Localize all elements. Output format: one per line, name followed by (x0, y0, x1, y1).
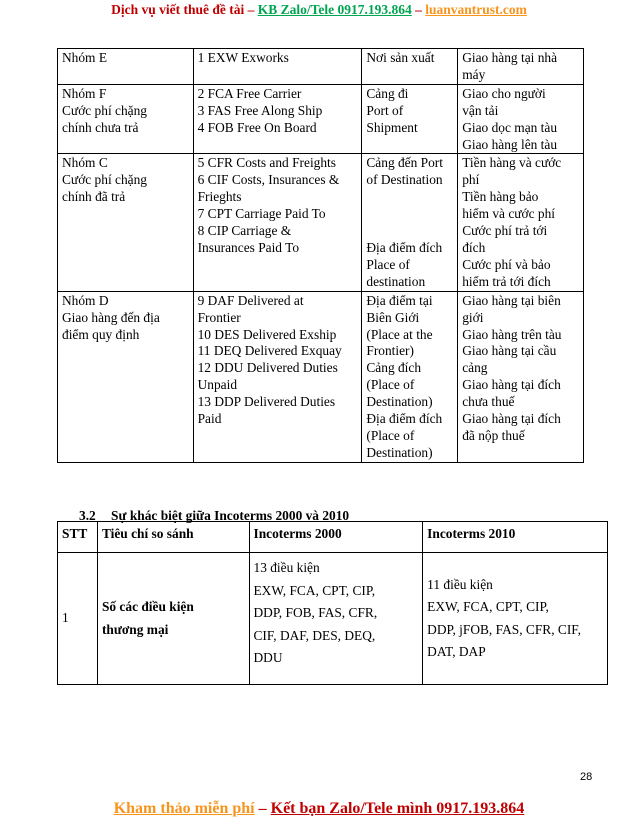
cell-line: (Place of (366, 377, 415, 393)
cell-line: đã nộp thuế (462, 427, 525, 443)
cell-line: hiểm và cước phí (462, 206, 556, 222)
cell-line: Cảng đích (366, 360, 422, 376)
footer-free-ref-link[interactable]: Kham thảo miễn phí (113, 800, 255, 817)
group-cell (58, 84, 194, 154)
cell-line: Giao hàng lên tàu (462, 136, 558, 152)
delivery-cell (458, 154, 584, 291)
header-separator: – (411, 2, 426, 17)
header-website-link[interactable]: luanvantrust.com (425, 2, 527, 17)
cell-line: Nhóm F (62, 85, 107, 101)
cell-line: Destination) (366, 444, 433, 460)
group-cell (58, 154, 194, 291)
cell-line (366, 189, 453, 206)
cell-line: DAT, DAP (427, 644, 486, 659)
cell-line: Cước phí chặng (62, 172, 147, 188)
cell-line: Giao dọc mạn tàu (462, 119, 558, 135)
cell-line: EXW, FCA, CPT, CIP, (427, 599, 549, 614)
header-contact-link[interactable]: KB Zalo/Tele 0917.193.864 (257, 2, 412, 17)
cell-line: (Place at the (366, 326, 433, 342)
page-header-banner (0, 2, 638, 18)
cell-line: Nơi sản xuất (366, 50, 435, 65)
cell-line: Địa điểm đích (366, 239, 443, 255)
cell-stt (58, 553, 98, 685)
cell-line: Port of (366, 102, 404, 118)
cell-line (366, 223, 453, 240)
cell-line: Place of (366, 256, 410, 272)
table-row (58, 49, 584, 85)
table-header-row (58, 522, 608, 553)
cell-line (366, 206, 453, 223)
cell-line: 5 CFR Costs and Freights (197, 155, 336, 171)
cell-line: Cảng đi (366, 85, 409, 101)
cell-line: Tiền hàng bảo (462, 189, 539, 205)
col-header-incoterms-2000: Incoterms 2000 (249, 522, 423, 553)
footer-separator: – (254, 800, 271, 817)
cell-line: chính đã trả (62, 189, 126, 205)
cell-line: hiểm trả tới đích (462, 273, 551, 289)
cell-line: Frieghts (197, 189, 242, 205)
cell-line: 3 FAS Free Along Ship (197, 102, 323, 118)
cell-line: Số các điều kiện (101, 599, 194, 614)
cell-line: 11 điều kiện (427, 576, 493, 592)
cell-line: chính chưa trả (62, 119, 139, 135)
terms-cell (193, 49, 362, 85)
cell-line: DDU (253, 650, 283, 665)
cell-line: Cước phí và bảo (462, 256, 551, 272)
cell-line: cảng (462, 360, 488, 376)
incoterms-comparison-table (57, 521, 608, 685)
cell-line: 1 EXW Exworks (197, 50, 289, 65)
section-number: 3.2 (79, 508, 96, 523)
group-cell (58, 49, 194, 85)
section-title: Sự khác biệt giữa Incoterms 2000 và 2010 (111, 508, 350, 523)
cell-line: Cước phí trả tới (462, 223, 548, 239)
delivery-cell (458, 291, 584, 462)
cell-line: destination (366, 273, 426, 289)
cell-line: điểm quy định (62, 326, 140, 342)
col-header-incoterms-2010: Incoterms 2010 (423, 522, 608, 553)
table-row (58, 84, 584, 154)
header-service-text: Dịch vụ viết thuê đề tài (111, 2, 245, 17)
cell-line: thương mại (101, 621, 169, 637)
terms-cell (193, 154, 362, 291)
delivery-cell (458, 49, 584, 85)
cell-line: DDP, FOB, FAS, CFR, (253, 605, 378, 620)
header-separator: – (244, 2, 258, 17)
cell-line: Shipment (366, 119, 418, 135)
cell-line: chưa thuế (462, 394, 515, 410)
cell-line: Paid (197, 411, 222, 427)
cell-line: Giao cho người (462, 85, 546, 101)
cell-line: Tiền hàng và cước (462, 155, 562, 171)
page-footer-banner (0, 800, 638, 818)
place-cell (362, 84, 458, 154)
col-header-stt: STT (58, 522, 98, 553)
cell-line: 6 CIF Costs, Insurances & (197, 172, 340, 188)
cell-line: 7 CPT Carriage Paid To (197, 206, 326, 222)
place-cell (362, 291, 458, 462)
place-cell (362, 154, 458, 291)
terms-cell (193, 291, 362, 462)
cell-line: Địa điểm tại (366, 292, 433, 308)
col-header-criteria: Tiêu chí so sánh (97, 522, 249, 553)
cell-line: máy (462, 66, 486, 82)
cell-line: DDP, jFOB, FAS, CFR, CIF, (427, 621, 582, 637)
place-cell (362, 49, 458, 85)
cell-line: Địa điểm đích (366, 411, 443, 427)
cell-line: 10 DES Delivered Exship (197, 326, 337, 342)
table-row (58, 154, 584, 291)
cell-line: Insurances Paid To (197, 239, 300, 255)
cell-line: 13 DDP Delivered Duties (197, 394, 336, 410)
cell-line: Frontier (197, 309, 241, 325)
incoterms-groups-table (57, 48, 584, 463)
page-number: 28 (580, 771, 593, 783)
cell-line: giới (462, 309, 484, 325)
terms-cell (193, 84, 362, 154)
cell-line: Nhóm C (62, 155, 108, 171)
cell-line: Giao hàng tại nhà (462, 50, 558, 65)
cell-line: Unpaid (197, 377, 238, 393)
cell-line: Giao hàng tại đích (462, 411, 561, 427)
cell-line: Nhóm E (62, 50, 108, 65)
cell-line: 2 FCA Free Carrier (197, 85, 302, 101)
cell-line: Frontier) (366, 343, 414, 359)
cell-line: Giao hàng tại đích (462, 377, 561, 393)
cell-line: vận tải (462, 102, 499, 118)
cell-line: Giao hàng đến địa (62, 309, 160, 325)
cell-incoterms-2000 (249, 553, 423, 685)
cell-line: 12 DDU Delivered Duties (197, 360, 338, 376)
cell-criteria (97, 553, 249, 685)
cell-line: 11 DEQ Delivered Exquay (197, 343, 342, 359)
cell-line: Destination) (366, 394, 433, 410)
cell-line: CIF, DAF, DES, DEQ, (253, 627, 376, 643)
cell-line: EXW, FCA, CPT, CIP, (253, 582, 376, 598)
table-row (58, 553, 608, 685)
cell-line: 4 FOB Free On Board (197, 119, 317, 135)
cell-line: of Destination (366, 172, 443, 188)
cell-line: Cước phí chặng (62, 102, 147, 118)
cell-line: 9 DAF Delivered at (197, 292, 304, 308)
delivery-cell (458, 84, 584, 154)
cell-line: đích (462, 239, 486, 255)
cell-line: 8 CIP Carriage & (197, 223, 292, 239)
cell-incoterms-2010 (423, 553, 608, 685)
cell-line: Biên Giới (366, 309, 420, 325)
cell-line: Nhóm D (62, 292, 109, 308)
table-row (58, 291, 584, 462)
stt-value: 1 (62, 610, 69, 626)
cell-line: Giao hàng tại biên (462, 292, 561, 308)
cell-line: Giao hàng trên tàu (462, 326, 562, 342)
cell-line: phí (462, 172, 480, 188)
cell-line: Giao hàng tại cầu (462, 343, 557, 359)
cell-line: (Place of (366, 427, 415, 443)
cell-line: Cảng đến Port (366, 155, 443, 171)
footer-contact-link[interactable]: Kết bạn Zalo/Tele mình 0917.193.864 (270, 800, 525, 817)
group-cell (58, 291, 194, 462)
cell-line: 13 điều kiện (253, 560, 320, 575)
